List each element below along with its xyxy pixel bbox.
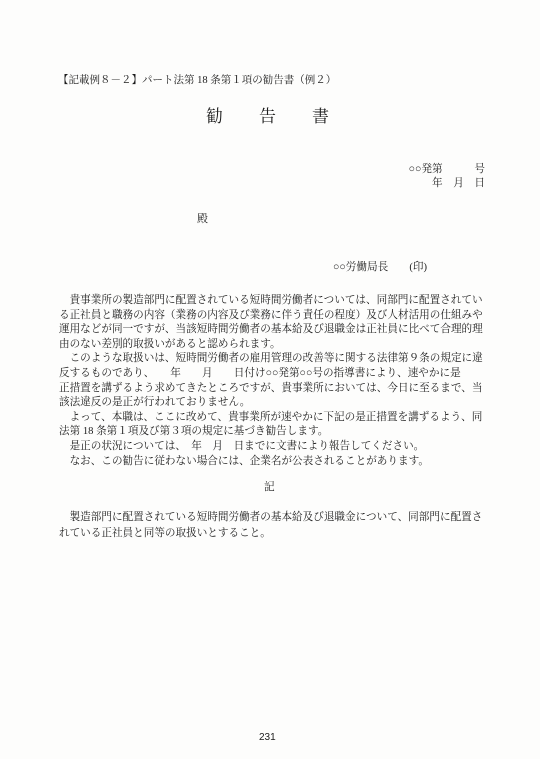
- paragraph-violation: [59, 352, 489, 410]
- addressee-honorific: 殿: [197, 213, 208, 225]
- body-line: 由のない差別的取扱いがあると認められます。: [59, 338, 281, 350]
- body-line: 運用などが同一ですが、当該短時間労働者の基本給及び退職金は正社員に比べて合理的理: [59, 324, 483, 336]
- paragraph-finding: [59, 294, 489, 352]
- body-line: 反するものであり、 年 月 日付け○○発第○○号の指導書により、速やかに是: [59, 367, 461, 379]
- measure-line: 製造部門に配置されている短時間労働者の基本給及び退職金について、同部門に配置さ: [69, 512, 483, 523]
- page-number: 231: [259, 732, 276, 743]
- body-line: なお、この勧告に従わない場合には、企業名が公表されることがあります。: [69, 455, 429, 467]
- example-caption: 【記載例８－２】パート法第 18 条第１項の勧告書（例２）: [58, 75, 337, 86]
- paragraph-publication-notice: [59, 455, 489, 470]
- body-line: 貴事業所の製造部門に配置されている短時間労働者については、同部門に配置されてい: [69, 295, 483, 306]
- body-line: 法第 18 条第１項及び第３項の規定に基づき勧告します。: [59, 426, 329, 438]
- reference-number: ○○発第 号: [408, 164, 485, 175]
- reference-date: 年 月 日: [432, 178, 485, 189]
- paragraph-report-request: [59, 440, 489, 455]
- paragraph-recommendation: [59, 411, 489, 440]
- body-line: このような取扱いは、短時間労働者の雇用管理の改善等に関する法律第９条の規定に違: [69, 353, 483, 365]
- body-line: る正社員と職務の内容（業務の内容及び業務に伴う責任の程度）及び人材活用の仕組みや: [59, 309, 483, 321]
- body-line: 正措置を講ずるよう求めてきたところですが、貴事業所においては、今日に至るまで、当: [59, 382, 483, 394]
- body-line: よって、本職は、ここに改めて、貴事業所が速やかに下記の是正措置を講ずるよう、同: [69, 411, 483, 423]
- corrective-measure: [59, 510, 489, 541]
- notes-heading: 記: [264, 482, 275, 493]
- issuer-signature: ○○労働局長 (印): [333, 262, 428, 273]
- recommendation-body: [59, 294, 489, 469]
- body-line: 該法違反の是正が行われておりません。: [59, 397, 251, 409]
- document-title: 勧 告 書: [206, 107, 339, 126]
- measure-line: れている正社員と同等の取扱いとすること。: [59, 527, 271, 539]
- body-line: 是正の状況については、 年 月 日までに文書により報告してください。: [69, 440, 425, 452]
